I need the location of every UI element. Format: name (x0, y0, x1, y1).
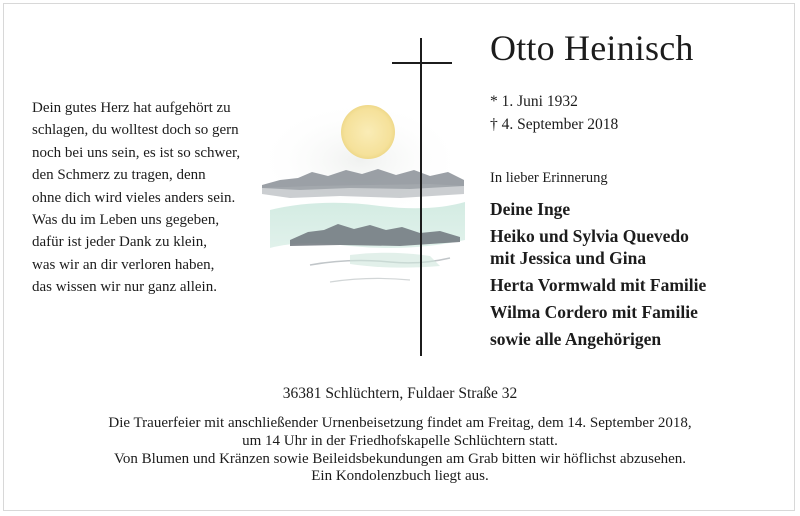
mourner-entry-continued: mit Jessica und Gina (490, 248, 647, 268)
cross-icon (392, 38, 452, 356)
poem-line: noch bei uns sein, es ist so schwer, (32, 144, 241, 161)
poem-line: dafür ist jeder Dank zu klein, (32, 234, 207, 251)
poem-line: Was du im Leben uns gegeben, (32, 212, 220, 229)
funeral-notice (0, 415, 800, 486)
poem-line: den Schmerz zu tragen, denn (32, 167, 206, 184)
notice-line: Die Trauerfeier mit anschließender Urnenbeisetzung findet am Freitag, dem 14. September 2018, (108, 415, 692, 431)
poem-line: schlagen, du wolltest doch so gern (32, 122, 239, 139)
address: 36381 Schlüchtern, Fuldaer Straße 32 (282, 385, 518, 402)
poem (32, 97, 262, 299)
memory-line: In lieber Erinnerung (490, 170, 608, 186)
deceased-name: Otto Heinisch (490, 28, 694, 68)
notice-line: Von Blumen und Kränzen sowie Beileidsbekundungen am Grab bitten wir höflichst abzusehen. (113, 450, 687, 467)
notice-line: um 14 Uhr in der Friedhofskapelle Schlüchtern statt. (242, 432, 558, 449)
poem-line: das wissen wir nur ganz allein. (32, 279, 217, 296)
mourner-entry: Heiko und Sylvia Quevedo (490, 226, 689, 246)
poem-line: was wir an dir verloren haben, (32, 256, 215, 273)
notice-line: Ein Kondolenzbuch liegt aus. (311, 468, 489, 485)
mourners-list (490, 198, 706, 350)
sun (341, 105, 395, 159)
mourner-entry: Deine Inge (490, 199, 571, 219)
death-date: † 4. September 2018 (490, 116, 619, 133)
birth-date: * 1. Juni 1932 (490, 93, 578, 110)
poem-line: ohne dich wird vieles anders sein. (32, 189, 236, 206)
poem-line: Dein gutes Herz hat aufgehört zu (32, 100, 231, 116)
mourner-entry: sowie alle Angehörigen (490, 329, 662, 349)
mourner-entry: Herta Vormwald mit Familie (490, 275, 707, 295)
life-dates (490, 90, 618, 136)
mourner-entry: Wilma Cordero mit Familie (490, 302, 698, 322)
